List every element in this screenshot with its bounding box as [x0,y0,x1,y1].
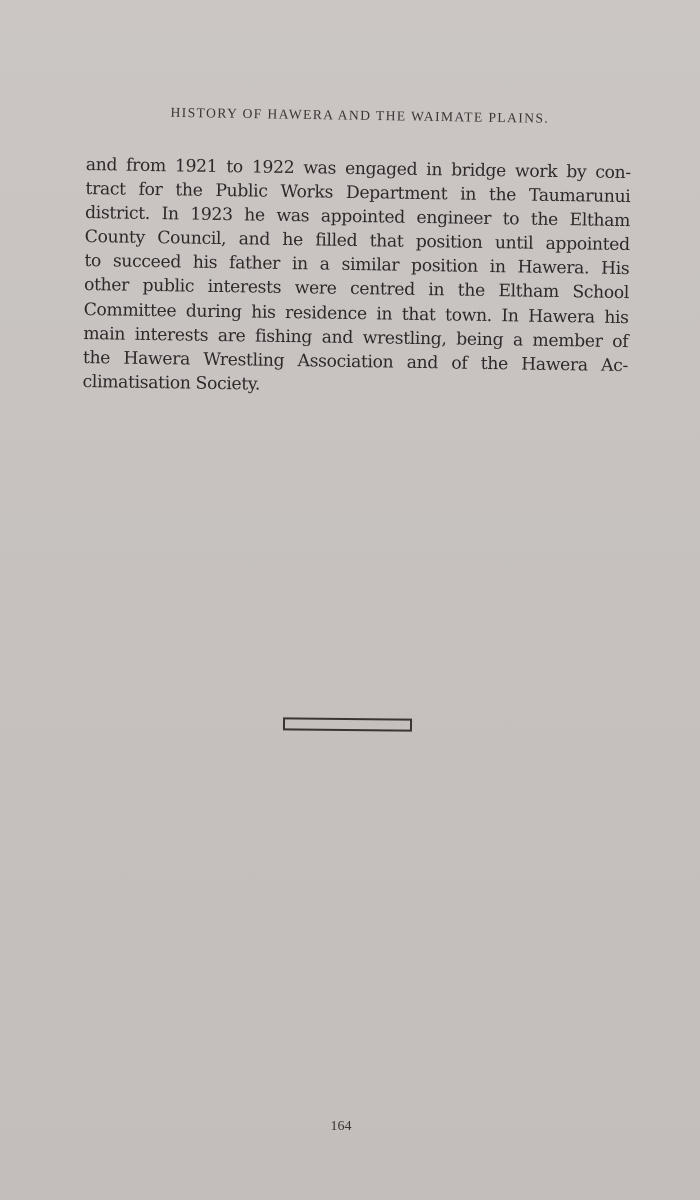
body-line: and from 1921 to 1922 was engaged in bridge work by con- [85,154,631,184]
running-head: HISTORY OF HAWERA AND THE WAIMATE PLAINS. [170,104,550,126]
body-line: main interests are fishing and wrestling, being a member of [83,323,629,352]
page-number: 164 [330,1119,352,1134]
body-paragraph [82,153,631,402]
body-line: to succeed his father in a similar position in Hawera. His [84,251,630,280]
body-line: other public interests were centred in the Eltham School [83,275,630,304]
body-line: the Hawera Wrestling Association and of the Hawera Ac- [82,347,629,376]
body-line: climatisation Society. [82,371,261,395]
body-line: district. In 1923 he was appointed engineer to the Eltham [84,203,631,232]
section-end-rule [283,717,412,731]
body-line: Committee during his residence in that town. In Hawera his [83,299,629,328]
body-line: County Council, and he filled that position until appointed [84,227,630,256]
body-line: tract for the Public Works Department in the Taumarunui [85,179,631,208]
